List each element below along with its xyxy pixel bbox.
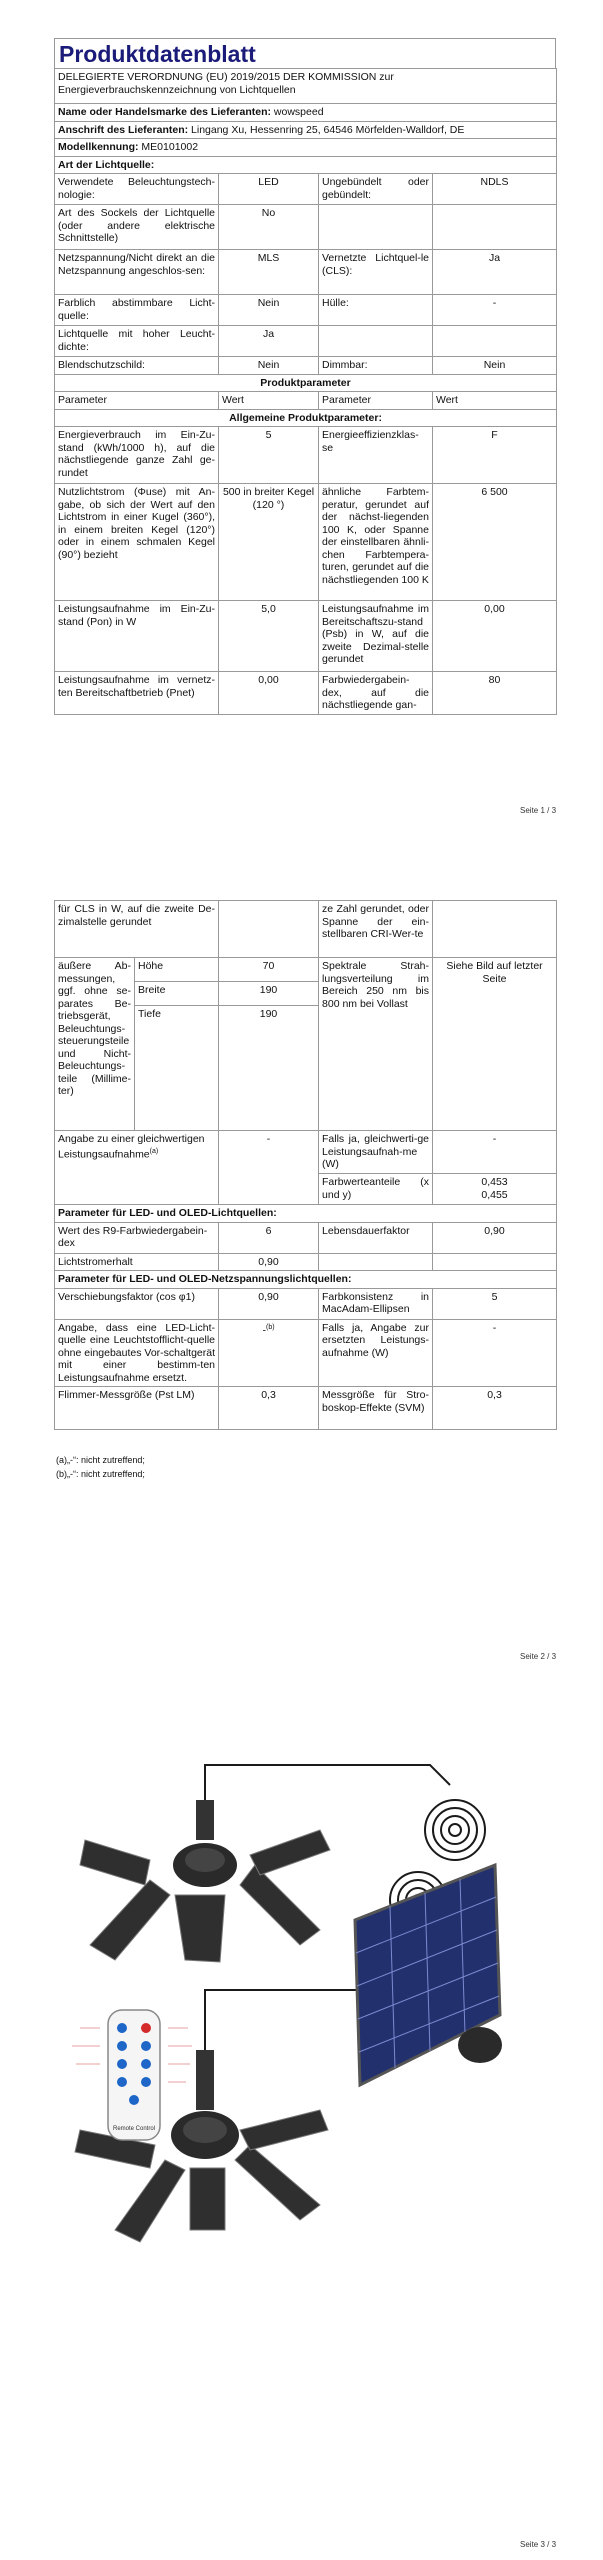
chroma-y: 0,455 bbox=[481, 1188, 508, 1201]
table-row bbox=[55, 601, 557, 672]
param-value: 80 bbox=[433, 672, 557, 715]
table-row bbox=[55, 295, 557, 326]
consistency-value: 5 bbox=[433, 1288, 557, 1319]
page-title: Produktdatenblatt bbox=[54, 38, 556, 68]
mains-params-title: Parameter für LED- und OLED-Netzspannungslichtquellen: bbox=[55, 1271, 557, 1289]
type-value: Nein bbox=[219, 295, 319, 326]
page-number: Seite 1 / 3 bbox=[520, 806, 557, 815]
address-row bbox=[55, 121, 557, 139]
param-value: 5,0 bbox=[219, 601, 319, 672]
life-label: Lebensdauerfaktor bbox=[319, 1222, 433, 1253]
equiv2-value: - bbox=[433, 1131, 557, 1174]
type-value: No bbox=[219, 205, 319, 250]
supplier-row bbox=[55, 104, 557, 122]
footnote-a: (a)„-“: nicht zutreffend; bbox=[56, 1455, 145, 1465]
table-row bbox=[55, 958, 557, 982]
footnote-ref: (b) bbox=[265, 1323, 275, 1331]
table-row bbox=[55, 427, 557, 484]
life-value: 0,90 bbox=[433, 1222, 557, 1253]
type-label: Vernetzte Lichtquel-le (CLS): bbox=[319, 250, 433, 295]
type-label bbox=[319, 326, 433, 357]
dim-name: Höhe bbox=[135, 958, 219, 982]
param-label: ze Zahl gerundet, oder Spanne der ein-stellbaren CRI-Wer-te bbox=[319, 901, 433, 958]
supplier-label: Name oder Handelsmarke des Lieferanten: bbox=[58, 106, 271, 118]
lumen-value: 0,90 bbox=[219, 1253, 319, 1271]
table-row bbox=[55, 1131, 557, 1174]
table-row bbox=[55, 1222, 557, 1253]
address-value: Lingang Xu, Hessenring 25, 64546 Mörfelden-Walldorf, DE bbox=[191, 123, 465, 136]
table-row bbox=[55, 1253, 557, 1271]
remote-button-power bbox=[141, 2023, 151, 2033]
param-label: Energieverbrauch im Ein-Zu-stand (kWh/1000 h), auf die nächstliegende ganze Zahl ge-rundet bbox=[55, 427, 219, 484]
col-value: Wert bbox=[433, 392, 557, 410]
type-heading: Art der Lichtquelle: bbox=[55, 156, 557, 174]
type-label: Verwendete Beleuchtungstech-nologie: bbox=[55, 174, 219, 205]
param-value: 6 500 bbox=[433, 484, 557, 601]
param-label: Leistungsaufnahme im Ein-Zu-stand (Pon) in W bbox=[55, 601, 219, 672]
replace-value-cell bbox=[219, 1319, 319, 1387]
replace-value: - bbox=[262, 1324, 266, 1336]
regulation-text: DELEGIERTE VERORDNUNG (EU) 2019/2015 DER KOMMISSION zur Energieverbrauchskennzeichnung von Lichtquellen bbox=[55, 69, 557, 104]
type-label: Ungebündelt oder gebündelt: bbox=[319, 174, 433, 205]
stroboscopic-label: Messgröße für Stro-boskop-Effekte (SVM) bbox=[319, 1387, 433, 1430]
table-row bbox=[55, 1288, 557, 1319]
dim-value: 190 bbox=[219, 1006, 319, 1131]
type-value: Nein bbox=[433, 357, 557, 375]
datasheet-table-page1 bbox=[54, 68, 556, 715]
lumen-label: Lichtstromerhalt bbox=[55, 1253, 219, 1271]
remote-caption: Remote Control bbox=[112, 2126, 156, 2132]
remote-control bbox=[72, 2010, 192, 2140]
param-value: 500 in breiter Kegel (120 °) bbox=[219, 484, 319, 601]
param-label: Nutzlichtstrom (Φuse) mit An-gabe, ob sich der Wert auf den Lichtstrom in einer Kugel (360°), in einem breiten Kegel (120°) oder in einem schmalen Kegel (90°) bezieht bbox=[55, 484, 219, 601]
page-number: Seite 2 / 3 bbox=[520, 1652, 557, 1661]
type-value: Ja bbox=[219, 326, 319, 357]
param-label: Energieeffizienzklas-se bbox=[319, 427, 433, 484]
stroboscopic-value: 0,3 bbox=[433, 1387, 557, 1430]
cable-top bbox=[205, 1765, 450, 1800]
replace-label: Angabe, dass eine LED-Licht-quelle eine Leuchtstofflicht-quelle ohne eingebautes Vor-schaltgerät mit einer bestimm-ten Leistungsaufnahme ersetzt. bbox=[55, 1319, 219, 1387]
shift-value: 0,90 bbox=[219, 1288, 319, 1319]
param-value: 0,00 bbox=[219, 672, 319, 715]
type-value: - bbox=[433, 295, 557, 326]
page-2 bbox=[0, 870, 603, 1670]
lamp-upper bbox=[80, 1800, 330, 1962]
product-illustration bbox=[0, 1690, 603, 2560]
table-row bbox=[55, 1387, 557, 1430]
equiv-value: - bbox=[219, 1131, 319, 1205]
consistency-label: Farbkonsistenz in MacAdam-Ellipsen bbox=[319, 1288, 433, 1319]
lamp-lower-hook bbox=[196, 2050, 214, 2110]
table-row bbox=[55, 672, 557, 715]
table-row bbox=[55, 250, 557, 295]
type-value: MLS bbox=[219, 250, 319, 295]
type-label: Blendschutzschild: bbox=[55, 357, 219, 375]
r9-label: Wert des R9-Farbwiedergabein-dex bbox=[55, 1222, 219, 1253]
table-row bbox=[55, 357, 557, 375]
table-row bbox=[55, 1319, 557, 1387]
type-label: Art des Sockels der Lichtquelle (oder andere elektrische Schnittstelle) bbox=[55, 205, 219, 250]
spectral-label: Spektrale Strah-lungsverteilung im Bereich 250 nm bis 800 nm bei Vollast bbox=[319, 958, 433, 1131]
page-number: Seite 3 / 3 bbox=[520, 2540, 557, 2549]
equiv2-label: Falls ja, gleichwerti-ge Leistungsaufnah-me (W) bbox=[319, 1131, 433, 1174]
table-row bbox=[55, 205, 557, 250]
section-title: Produktparameter bbox=[55, 374, 557, 392]
page-1 bbox=[0, 0, 603, 820]
shift-label: Verschiebungsfaktor (cos φ1) bbox=[55, 1288, 219, 1319]
table-row bbox=[55, 326, 557, 357]
led-params-title: Parameter für LED- und OLED-Lichtquellen: bbox=[55, 1205, 557, 1223]
address-label: Anschrift des Lieferanten: bbox=[58, 123, 189, 136]
type-label: Lichtquelle mit hoher Leucht-dichte: bbox=[55, 326, 219, 357]
model-label: Modellkennung: bbox=[58, 141, 139, 153]
type-value: NDLS bbox=[433, 174, 557, 205]
col-value: Wert bbox=[219, 392, 319, 410]
remote-button-wifi bbox=[117, 2023, 127, 2033]
page-3 bbox=[0, 1690, 603, 2560]
general-params-title: Allgemeine Produktparameter: bbox=[55, 409, 557, 427]
dim-value: 190 bbox=[219, 982, 319, 1006]
type-value: LED bbox=[219, 174, 319, 205]
param-value: 0,00 bbox=[433, 601, 557, 672]
col-param: Parameter bbox=[319, 392, 433, 410]
supplier-value: wowspeed bbox=[273, 106, 324, 118]
footnote-ref: (a) bbox=[149, 1147, 159, 1155]
param-value: 5 bbox=[219, 427, 319, 484]
type-label bbox=[319, 205, 433, 250]
type-label: Dimmbar: bbox=[319, 357, 433, 375]
replace2-value: - bbox=[433, 1319, 557, 1387]
solar-panel bbox=[355, 1865, 502, 2085]
dim-value: 70 bbox=[219, 958, 319, 982]
flicker-value: 0,3 bbox=[219, 1387, 319, 1430]
type-value: Ja bbox=[433, 250, 557, 295]
type-value: Nein bbox=[219, 357, 319, 375]
dim-name: Tiefe bbox=[135, 1006, 219, 1131]
param-label: ähnliche Farbtem-peratur, gerundet auf der nächst-liegenden 100 K, oder Spanne der einstellbaren ähnli-chen Farbtempera-turen, gerundet auf die nächstliegenden 100 K bbox=[319, 484, 433, 601]
type-label: Netzspannung/Nicht direkt an die Netzspannung angeschlos-sen: bbox=[55, 250, 219, 295]
dim-name: Breite bbox=[135, 982, 219, 1006]
param-label: für CLS in W, auf die zweite De-zimalstelle gerundet bbox=[55, 901, 219, 958]
type-value bbox=[433, 326, 557, 357]
dimensions-label: äußere Ab-messungen, ggf. ohne se-parates Be-triebsgerät, Beleuchtungs-steuerungsteile und Nicht-Beleuchtungs-teile (Millime-ter) bbox=[55, 958, 135, 1131]
datasheet-table-page2 bbox=[54, 900, 556, 1430]
replace2-label: Falls ja, Angabe zur ersetzten Leistungs-aufnahme (W) bbox=[319, 1319, 433, 1387]
footnote-b: (b)„-“: nicht zutreffend; bbox=[56, 1469, 145, 1479]
type-label: Farblich abstimmbare Licht-quelle: bbox=[55, 295, 219, 326]
lamp-upper-hook bbox=[196, 1800, 214, 1840]
table-row bbox=[55, 484, 557, 601]
equiv-label bbox=[55, 1131, 219, 1205]
table-row bbox=[55, 174, 557, 205]
panel-bracket bbox=[458, 2027, 502, 2063]
spectral-value: Siehe Bild auf letzter Seite bbox=[433, 958, 557, 1131]
col-param: Parameter bbox=[55, 392, 219, 410]
model-row bbox=[55, 139, 557, 157]
param-label: Leistungsaufnahme im Bereitschaftszu-stand (Psb) in W, auf die zweite Dezimal-stelle gerundet bbox=[319, 601, 433, 672]
chroma-values bbox=[433, 1174, 557, 1205]
flicker-label: Flimmer-Messgröße (Pst LM) bbox=[55, 1387, 219, 1430]
type-value bbox=[433, 205, 557, 250]
chroma-x: 0,453 bbox=[481, 1176, 508, 1188]
chroma-label: Farbwerteanteile (x und y) bbox=[319, 1174, 433, 1205]
equiv-label-text: Angabe zu einer gleichwertigen Leistungsaufnahme bbox=[58, 1133, 205, 1160]
param-label: Leistungsaufnahme im vernetz-ten Bereitschaftbetrieb (Pnet) bbox=[55, 672, 219, 715]
table-row bbox=[55, 901, 557, 958]
column-header-row bbox=[55, 392, 557, 410]
param-label: Farbwiedergabein-dex, auf die nächstliegende gan- bbox=[319, 672, 433, 715]
param-value: F bbox=[433, 427, 557, 484]
remote-body bbox=[108, 2010, 160, 2140]
footnotes bbox=[56, 1453, 145, 1481]
r9-value: 6 bbox=[219, 1222, 319, 1253]
model-value: ME0101002 bbox=[141, 141, 199, 153]
type-label: Hülle: bbox=[319, 295, 433, 326]
